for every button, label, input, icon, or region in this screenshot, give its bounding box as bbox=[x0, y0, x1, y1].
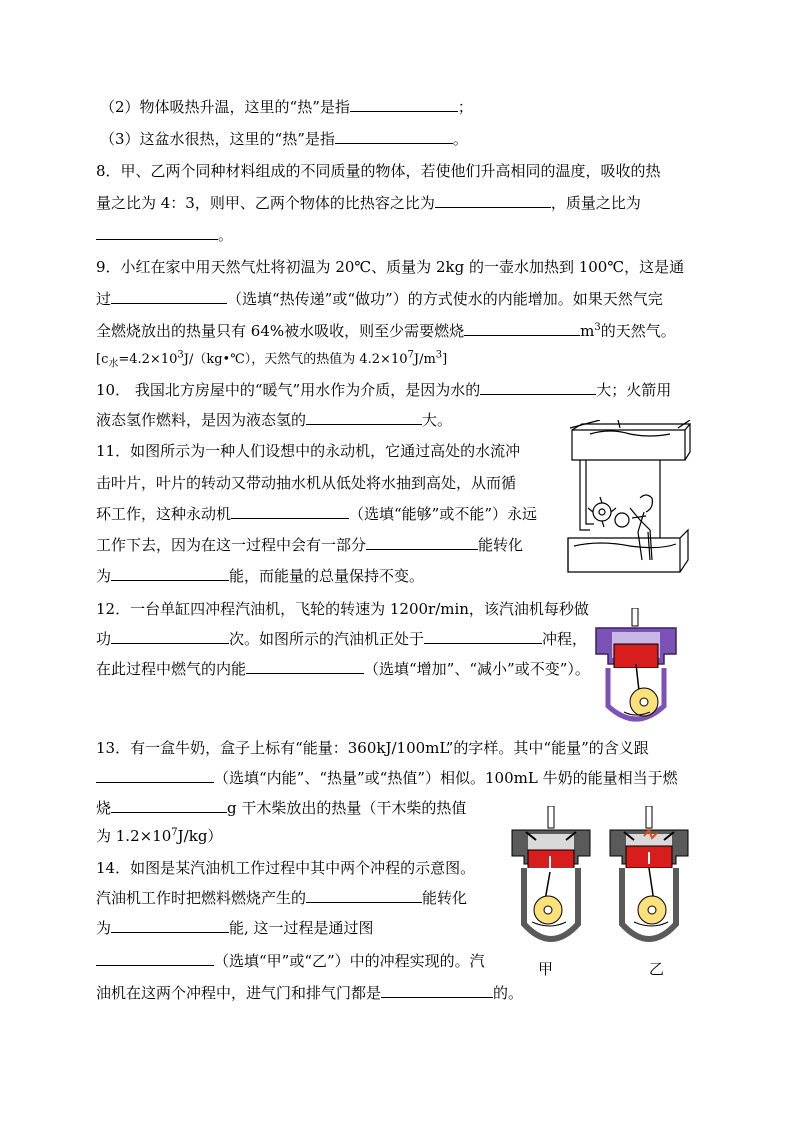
q11-line3: 环工作，这种永动机 （选填“能够”或不能”）永远 bbox=[96, 505, 538, 523]
answer-blank[interactable] bbox=[96, 768, 214, 783]
answer-blank[interactable] bbox=[464, 321, 580, 336]
figure-caption-yi: 乙 bbox=[649, 960, 665, 978]
answer-blank[interactable] bbox=[366, 535, 478, 550]
q11-line1: 11．如图所示为一种人们设想中的永动机，它通过高处的水流冲 bbox=[96, 442, 521, 460]
answer-blank[interactable] bbox=[111, 918, 229, 933]
q13-line3: 烧 g 干木柴放出的热量（干木柴的热值 bbox=[96, 799, 467, 817]
answer-blank[interactable] bbox=[335, 129, 453, 144]
q14-line2: 汽油机工作时把燃料燃烧产生的 能转化 bbox=[96, 889, 468, 907]
q14-line1: 14．如图是某汽油机工作过程中其中两个冲程的示意图。 bbox=[96, 859, 476, 877]
answer-blank[interactable] bbox=[96, 951, 214, 966]
answer-blank[interactable] bbox=[306, 888, 422, 903]
q8-line2: 量之比为 4：3，则甲、乙两个物体的比热容之比为 ，质量之比为 bbox=[96, 194, 641, 212]
answer-blank[interactable] bbox=[435, 193, 551, 208]
answer-blank[interactable] bbox=[424, 629, 542, 644]
answer-blank[interactable] bbox=[111, 629, 229, 644]
answer-blank[interactable] bbox=[381, 983, 493, 998]
q11-line2: 击叶片，叶片的转动又带动抽水机从低处将水抽到高处，从而循 bbox=[96, 474, 517, 492]
engine-strokes-figure bbox=[510, 806, 696, 956]
q7-line3: （3）这盆水很热，这里的“热”是指 。 bbox=[100, 130, 468, 148]
answer-blank[interactable] bbox=[96, 225, 218, 240]
q10-line2: 液态氢作燃料，是因为液态氢的 大。 bbox=[96, 411, 453, 429]
figure-caption-jia: 甲 bbox=[538, 960, 554, 978]
q13-line4: 为 $1.2\times 10^7J/kg$） bbox=[96, 827, 223, 845]
answer-blank[interactable] bbox=[480, 380, 596, 395]
q14-line4: （选填“甲”或“乙”）中的冲程实现的。汽 bbox=[96, 951, 485, 971]
perpetual-motion-machine-figure bbox=[560, 420, 698, 592]
answer-blank[interactable] bbox=[111, 289, 227, 304]
q12-line3: 在此过程中燃气的内能 （选填“增加”、“减小”或不变”）。 bbox=[96, 660, 590, 678]
answer-blank[interactable] bbox=[246, 659, 364, 674]
q9-line4: [$c_水=4.2\times 10^3J/(kg•℃)$，天然气的热值为 $4.2\times 10^7J/m^3$] bbox=[96, 349, 448, 370]
answer-blank[interactable] bbox=[111, 798, 227, 813]
q14-line5: 油机在这两个冲程中，进气门和排气门都是 的。 bbox=[96, 984, 524, 1002]
q12-line1: 12．一台单缸四冲程汽油机，飞轮的转速为 1200r/min，该汽油机每秒做 bbox=[96, 600, 589, 618]
engine-yi-diagram bbox=[610, 806, 688, 939]
answer-blank[interactable] bbox=[306, 410, 422, 425]
q13-line1: 13．有一盒牛奶，盒子上标有“能量：360kJ/100mL”的字样。其中“能量”的含义跟 bbox=[96, 739, 649, 757]
q14-line3: 为 能, 这一过程是通过图 bbox=[96, 919, 374, 937]
q10-line1: 10． 我国北方房屋中的“暖气”用水作为介质，是因为水的 大；火箭用 bbox=[96, 381, 672, 399]
q8-line1: 8．甲、乙两个同种材料组成的不同质量的物体，若使他们升高相同的温度，吸收的热 bbox=[96, 162, 661, 180]
q12-line2: 功 次。如图所示的汽油机正处于 冲程， bbox=[96, 630, 588, 648]
q13-line2: （选填“内能”、“热量”或“热值”）相似。100mL 牛奶的能量相当于燃 bbox=[96, 768, 678, 788]
answer-blank[interactable] bbox=[231, 504, 349, 519]
answer-blank[interactable] bbox=[350, 97, 458, 112]
q7-line2: （2）物体吸热升温，这里的“热”是指 ； bbox=[100, 98, 473, 116]
engine-cylinder-figure bbox=[588, 608, 684, 726]
engine-jia-diagram bbox=[512, 806, 590, 939]
q9-line1: 9．小红在家中用天然气灶将初温为 20℃、质量为 2kg 的一壶水加热到 100℃，这是通 bbox=[96, 258, 685, 276]
q8-line3: 。 bbox=[96, 225, 233, 245]
q11-line5: 为 能，而能量的总量保持不变。 bbox=[96, 567, 425, 585]
answer-blank[interactable] bbox=[111, 566, 229, 581]
q9-line2: 过 （选填“热传递”或“做功”）的方式使水的内能增加。如果天然气完 bbox=[96, 290, 663, 308]
q11-line4: 工作下去，因为在这一过程中会有一部分 能转化 bbox=[96, 536, 524, 554]
q9-line3: 全燃烧放出的热量只有 64%被水吸收，则至少需要燃烧 $m^3$的天然气。 bbox=[96, 322, 676, 340]
